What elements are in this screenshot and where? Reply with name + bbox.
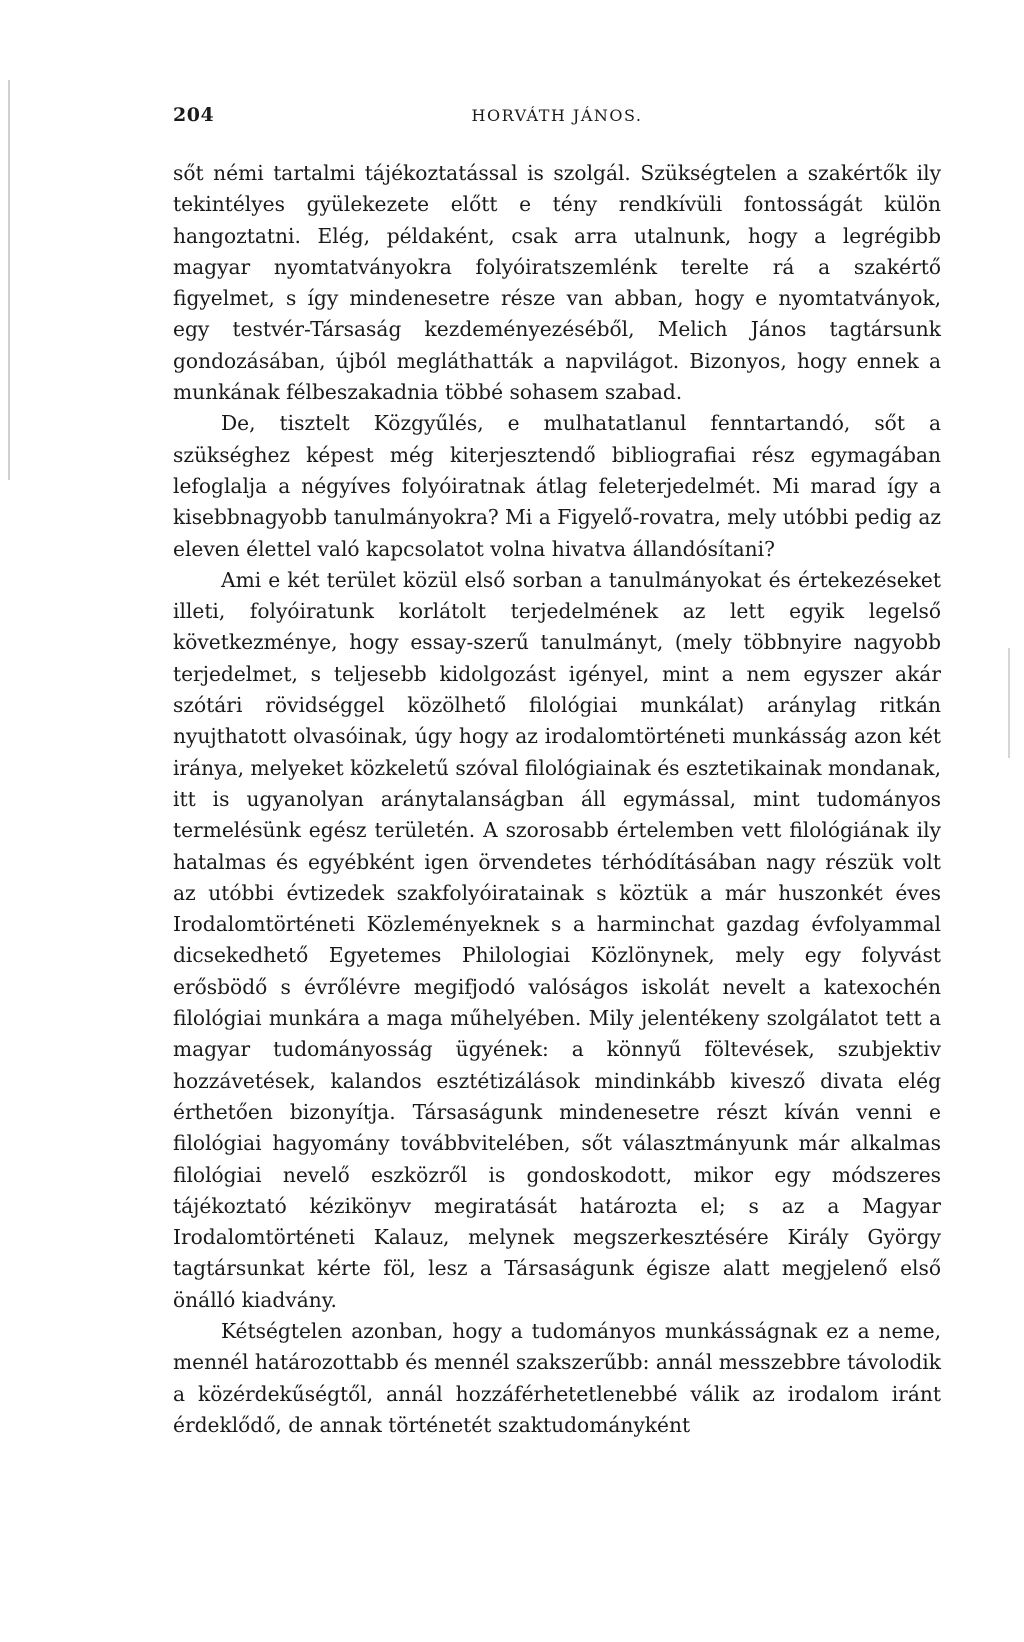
- paragraph-4: Kétségtelen azonban, hogy a tudományos munkásságnak ez a neme, mennél határozottabb és mennél szakszerűbb: annál messzebbre távolodik a közérdekűségtől, annál hozzáférhetetlenebbé válik az irodalom iránt érdeklődő, de annak történetét szaktudományként: [173, 1318, 941, 1437]
- scan-edge-right: [1008, 648, 1010, 758]
- scan-edge-left: [8, 80, 10, 480]
- page-number: 204: [173, 104, 215, 126]
- paragraph-3: Ami e két terület közül első sorban a tanulmányokat és értekezéseket illeti, folyóiratunk korlátolt terjedelmének az lett egyik legelső következménye, hogy essay-szerű tanulmányt, (mely többnyire nagyobb terjedelmet, s teljesebb kidolgozást igényel, mint a nem egyszer akár szótári rövidséggel közölhető filológiai munkálat) aránylag ritkán nyujthatott olvasóinak, úgy hogy az irodalomtörténeti munkásság azon két iránya, melyeket közkeletű szóval filológiainak és esztetikainak mondanak, itt is ugyanolyan aránytalanságban áll egymással, mint tudományos termelésünk egész területén. A szorosabb értelemben vett filológiának ily hatalmas és egyébként igen örvendetes térhódításában nagy részük volt az utóbbi évtizedek szakfolyóiratainak s köztük a már huszonkét éves Irodalomtörténeti Közleményeknek s a harminchat gazdag évfolyammal dicsekedhető Egyetemes Philologiai Közlönynek, mely egy folyvást erősbödő s évrőlévre megifjodó valóságos iskolát nevelt a katexochén filológiai munkára a maga műhelyében. Mily jelentékeny szolgálatot tett a magyar tudományosság ügyének: a könnyű föltevések, szubjektiv hozzávetések, kalandos esztétizálások mindinkább kivesző divata elég érthetően bizonyítja. Társaságunk mindenesetre részt kíván venni e filológiai hagyomány továbbvitelében, sőt választmányunk már alkalmas filológiai nevelő eszközről is gondoskodott, mikor egy módszeres tájékoztató kézikönyv megiratását határozta el; s az a Magyar Irodalomtörténeti Kalauz, melynek megszerkesztésére Király György tagtársunkat kérte föl, lesz a Társaságunk égisze alatt megjelenő első önálló kiadvány.: [173, 567, 941, 1312]
- paragraph-1: sőt némi tartalmi tájékoztatással is szolgál. Szükségtelen a szakértők ily tekintélyes gyülekezete előtt e tény rendkívüli fontosságát külön hangoztatni. Elég, példaként, csak arra utalnunk, hogy a legrégibb magyar nyomtatványokra folyóiratszemlénk terelte rá a szakértő figyelmet, s így mindenesetre része van abban, hogy e nyomtatványok, egy testvér-Társaság kezdeményezéséből, Melich János tagtársunk gondozásában, újból megláthatták a napvilágot. Bizonyos, hogy ennek a munkának félbeszakadnia többé sohasem szabad.: [173, 161, 941, 405]
- body-text: [173, 158, 941, 1441]
- running-head: HORVÁTH JÁNOS.: [471, 106, 643, 125]
- paragraph-2: De, tisztelt Közgyűlés, e mulhatatlanul fenntartandó, sőt a szükséghez képest még kiterjesztendő bibliografiai rész egymagában lefoglalja a négyíves folyóiratnak átlag feleterjedelmét. Mi marad így a kisebbnagyobb tanulmányokra? Mi a Figyelő-rovatra, mely utóbbi pedig az eleven élettel való kapcsolatot volna hivatva állandósítani?: [173, 411, 941, 561]
- page-header: [173, 104, 941, 134]
